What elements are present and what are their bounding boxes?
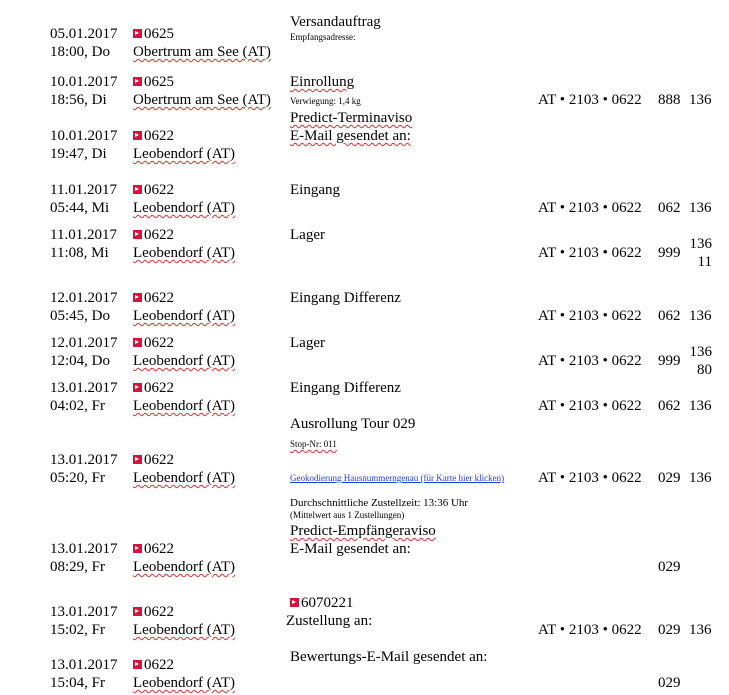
depot-code[interactable]: 0622 bbox=[133, 128, 174, 145]
depot-code[interactable]: 0622 bbox=[133, 657, 174, 674]
depot-code[interactable]: 0622 bbox=[133, 182, 174, 199]
event-date: 13.01.2017 bbox=[50, 604, 118, 620]
scan-code: 999 bbox=[658, 353, 681, 369]
depot-arrow-icon bbox=[133, 293, 142, 302]
service-code: 136 bbox=[689, 92, 712, 108]
event-status: Eingang bbox=[290, 182, 340, 198]
depot-location: Leobendorf (AT) bbox=[133, 675, 236, 691]
depot-arrow-icon bbox=[133, 338, 142, 347]
route-code: AT • 2103 • 0622 bbox=[538, 353, 642, 369]
event-date: 12.01.2017 bbox=[50, 335, 118, 351]
event-time: 04:02, Fr bbox=[50, 398, 106, 414]
route-code: AT • 2103 • 0622 bbox=[538, 308, 642, 324]
service-code-extra: 80 bbox=[697, 362, 712, 378]
depot-code[interactable]: 0625 bbox=[133, 26, 174, 43]
event-time: 11:08, Mi bbox=[50, 245, 109, 261]
depot-code[interactable]: 0622 bbox=[133, 290, 174, 307]
event-date: 13.01.2017 bbox=[50, 380, 118, 396]
depot-location: Leobendorf (AT) bbox=[133, 200, 236, 216]
event-time: 19:47, Di bbox=[50, 146, 107, 162]
scan-code: 999 bbox=[658, 245, 681, 261]
service-code: 136 bbox=[689, 398, 712, 414]
event-date: 13.01.2017 bbox=[50, 657, 118, 673]
scan-code: 029 bbox=[658, 559, 681, 575]
route-code: AT • 2103 • 0622 bbox=[538, 470, 642, 486]
event-date: 12.01.2017 bbox=[50, 290, 118, 306]
event-status: Zustellung an: bbox=[286, 613, 373, 629]
event-status: Ausrollung Tour 029 bbox=[290, 416, 416, 432]
event-status: Einrollung bbox=[290, 74, 355, 90]
event-status-detail: E-Mail gesendet an: bbox=[290, 128, 411, 144]
event-date: 11.01.2017 bbox=[50, 227, 117, 243]
route-code: AT • 2103 • 0622 bbox=[538, 622, 642, 638]
scan-code: 029 bbox=[658, 470, 681, 486]
service-code: 136 bbox=[689, 200, 712, 216]
event-date: 13.01.2017 bbox=[50, 452, 118, 468]
service-code: 136 bbox=[689, 470, 712, 486]
event-time: 05:45, Do bbox=[50, 308, 110, 324]
scan-code: 888 bbox=[658, 92, 681, 108]
stop-number: Stop-Nr: 011 bbox=[290, 439, 337, 449]
event-date: 10.01.2017 bbox=[50, 74, 118, 90]
depot-location: Leobendorf (AT) bbox=[133, 353, 236, 369]
depot-location: Leobendorf (AT) bbox=[133, 245, 236, 261]
service-code: 136 bbox=[689, 344, 712, 360]
depot-code[interactable]: 0622 bbox=[133, 380, 174, 397]
depot-location: Leobendorf (AT) bbox=[133, 308, 236, 324]
event-date: 05.01.2017 bbox=[50, 26, 118, 42]
event-date: 11.01.2017 bbox=[50, 182, 117, 198]
event-status: Versandauftrag bbox=[290, 14, 381, 30]
event-note: Verwiegung: 1,4 kg bbox=[290, 96, 361, 106]
scan-code: 029 bbox=[658, 622, 681, 638]
avg-delivery-note: (Mittelwert aus 1 Zustellungen) bbox=[290, 510, 405, 520]
depot-arrow-icon bbox=[133, 29, 142, 38]
depot-code[interactable]: 0622 bbox=[133, 604, 174, 621]
event-time: 18:00, Do bbox=[50, 44, 110, 60]
geocode-link[interactable]: Geokodierung Hausnummerngenau (für Karte hier klicken) bbox=[290, 473, 505, 483]
depot-arrow-icon bbox=[133, 455, 142, 464]
event-time: 18:56, Di bbox=[50, 92, 107, 108]
route-code: AT • 2103 • 0622 bbox=[538, 92, 642, 108]
service-code: 136 bbox=[689, 622, 712, 638]
route-code: AT • 2103 • 0622 bbox=[538, 245, 642, 261]
event-time: 05:44, Mi bbox=[50, 200, 110, 216]
depot-arrow-icon bbox=[290, 598, 299, 607]
depot-code[interactable]: 0622 bbox=[133, 452, 174, 469]
event-status: Bewertungs-E-Mail gesendet an: bbox=[290, 649, 488, 665]
parcelshop-code[interactable]: 6070221 bbox=[290, 595, 354, 612]
event-status: Lager bbox=[290, 227, 325, 243]
event-status-detail: E-Mail gesendet an: bbox=[290, 541, 411, 557]
depot-code[interactable]: 0625 bbox=[133, 74, 174, 91]
event-date: 13.01.2017 bbox=[50, 541, 118, 557]
scan-code: 062 bbox=[658, 200, 681, 216]
service-code: 136 bbox=[689, 308, 712, 324]
scan-code: 062 bbox=[658, 308, 681, 324]
route-code: AT • 2103 • 0622 bbox=[538, 200, 642, 216]
depot-arrow-icon bbox=[133, 131, 142, 140]
depot-code[interactable]: 0622 bbox=[133, 227, 174, 244]
scan-code: 062 bbox=[658, 398, 681, 414]
route-code: AT • 2103 • 0622 bbox=[538, 398, 642, 414]
depot-arrow-icon bbox=[133, 77, 142, 86]
depot-location: Obertrum am See (AT) bbox=[133, 92, 271, 108]
depot-code[interactable]: 0622 bbox=[133, 335, 174, 352]
scan-code: 029 bbox=[658, 675, 681, 691]
event-time: 05:20, Fr bbox=[50, 470, 106, 486]
event-time: 15:04, Fr bbox=[50, 675, 106, 691]
event-status: Eingang Differenz bbox=[290, 380, 401, 396]
event-time: 08:29, Fr bbox=[50, 559, 106, 575]
event-status: Predict-Empfängeraviso bbox=[290, 523, 436, 539]
depot-code[interactable]: 0622 bbox=[133, 541, 174, 558]
depot-location: Leobendorf (AT) bbox=[133, 470, 236, 486]
depot-location: Obertrum am See (AT) bbox=[133, 44, 271, 60]
event-note: Empfangsadresse: bbox=[290, 32, 356, 42]
depot-location: Leobendorf (AT) bbox=[133, 146, 236, 162]
event-status: Predict-Terminaviso bbox=[290, 110, 413, 126]
depot-arrow-icon bbox=[133, 185, 142, 194]
depot-arrow-icon bbox=[133, 544, 142, 553]
event-time: 12:04, Do bbox=[50, 353, 110, 369]
depot-location: Leobendorf (AT) bbox=[133, 622, 236, 638]
depot-arrow-icon bbox=[133, 383, 142, 392]
depot-location: Leobendorf (AT) bbox=[133, 398, 236, 414]
service-code-extra: 11 bbox=[697, 254, 712, 270]
service-code: 136 bbox=[689, 236, 712, 252]
depot-location: Leobendorf (AT) bbox=[133, 559, 236, 575]
depot-arrow-icon bbox=[133, 660, 142, 669]
depot-arrow-icon bbox=[133, 607, 142, 616]
event-date: 10.01.2017 bbox=[50, 128, 118, 144]
event-status: Lager bbox=[290, 335, 325, 351]
depot-arrow-icon bbox=[133, 230, 142, 239]
event-time: 15:02, Fr bbox=[50, 622, 106, 638]
avg-delivery-time: Durchschnittliche Zustellzeit: 13:36 Uhr bbox=[290, 497, 469, 509]
event-status: Eingang Differenz bbox=[290, 290, 401, 306]
